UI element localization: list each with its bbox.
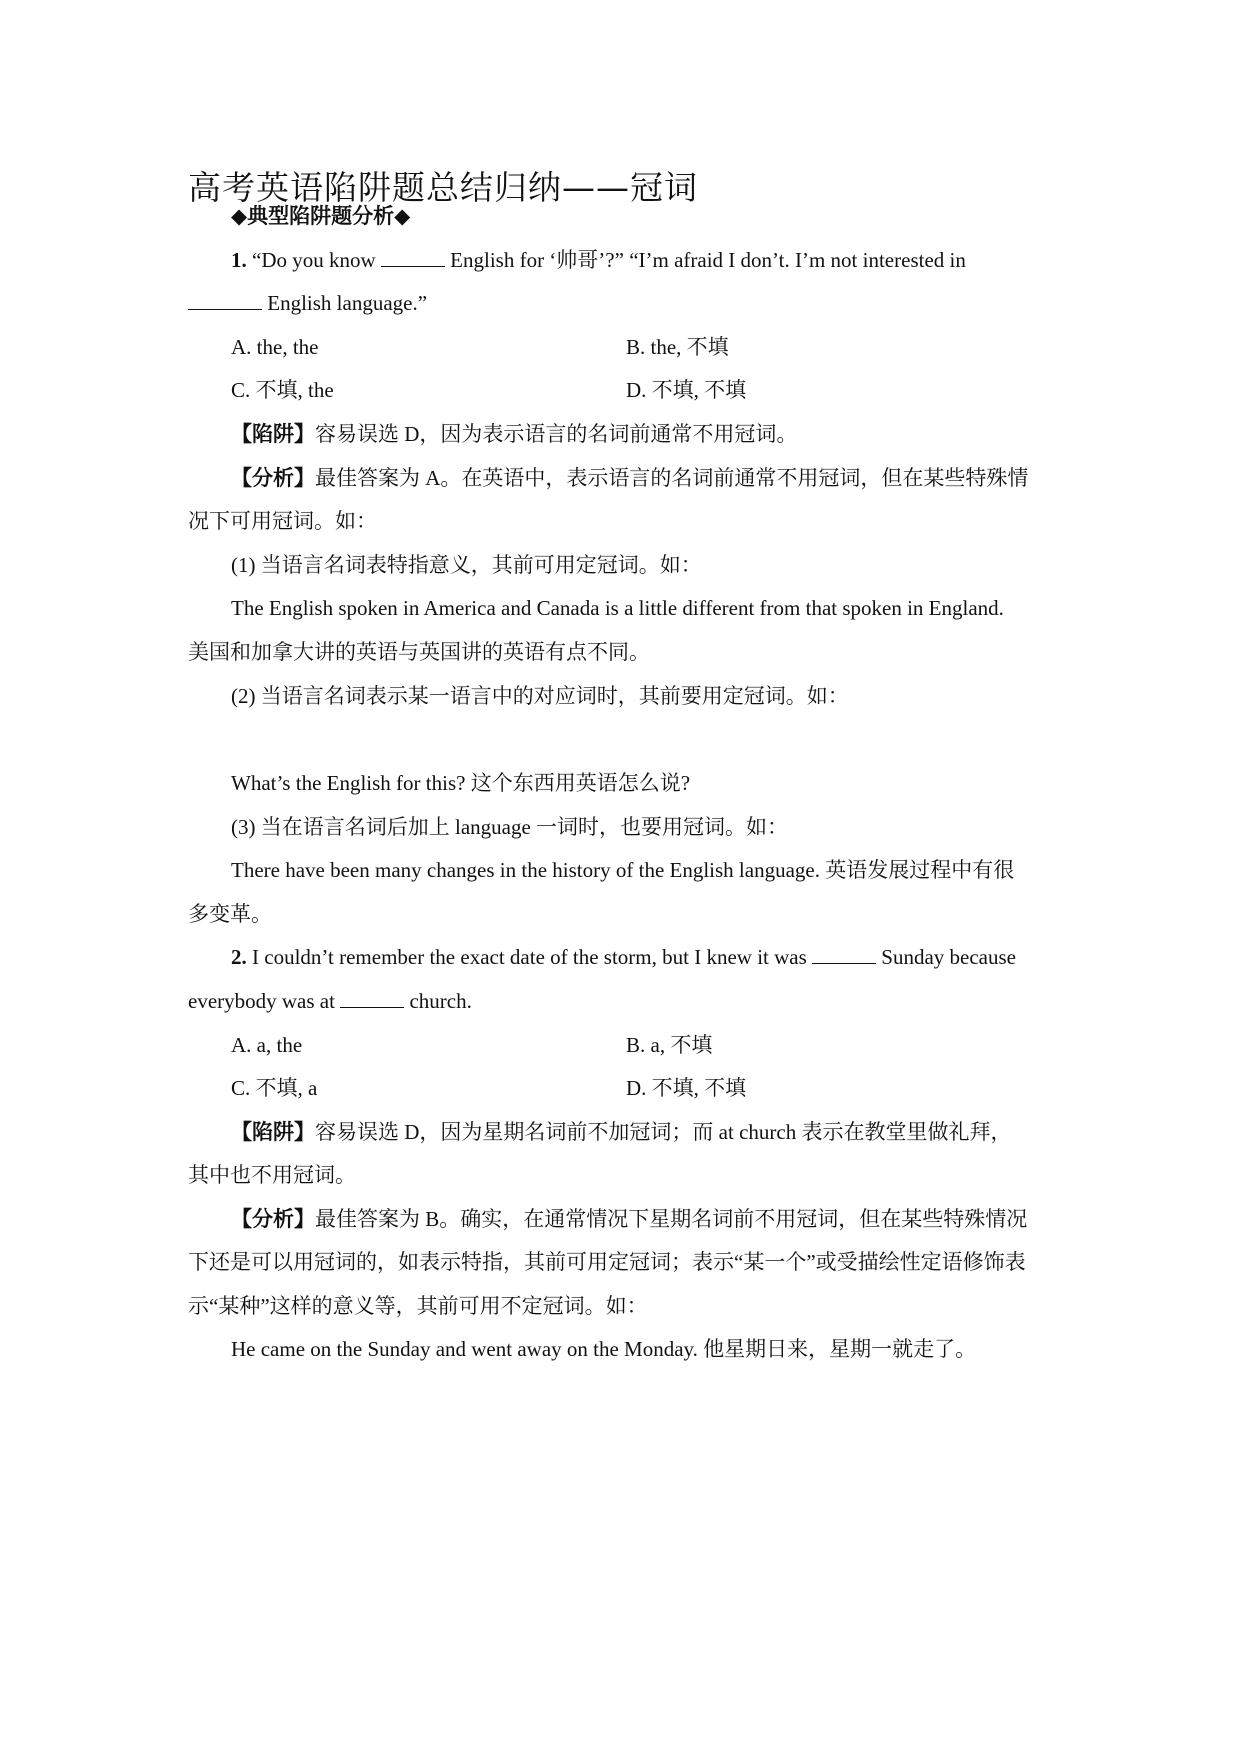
q2-analysis-tag: 【分析】 xyxy=(231,1207,315,1231)
q1-analysis-tag: 【分析】 xyxy=(231,466,315,490)
q1-example-1-translation: 美国和加拿大讲的英语与英国讲的英语有点不同。 xyxy=(188,640,650,664)
q1-line-1 xyxy=(231,246,966,274)
q2-line-2 xyxy=(188,987,472,1015)
q1-trap-tag: 【陷阱】 xyxy=(231,422,315,446)
q1-analysis-text: 最佳答案为 A。在英语中，表示语言的名词前通常不用冠词，但在某些特殊情 xyxy=(315,466,1029,490)
q1-text-a: “Do you know xyxy=(252,248,376,272)
page-title: 高考英语陷阱题总结归纳——冠词 xyxy=(188,168,698,207)
q1-option-b: B. the, 不填 xyxy=(626,335,729,359)
q1-option-a: A. the, the xyxy=(231,335,319,359)
section-heading: ◆典型陷阱题分析◆ xyxy=(231,204,411,228)
q2-line-1 xyxy=(231,943,1016,971)
q1-point-1: (1) 当语言名词表特指意义，其前可用定冠词。如： xyxy=(231,553,702,577)
q1-example-2: What’s the English for this? 这个东西用英语怎么说? xyxy=(231,771,691,795)
q2-text-b: Sunday because xyxy=(881,945,1016,969)
q2-number: 2. xyxy=(231,945,247,969)
q1-option-c: C. 不填, the xyxy=(231,378,334,402)
q1-point-3: (3) 当在语言名词后加上 language 一词时，也要用冠词。如： xyxy=(231,815,789,839)
q1-option-d: D. 不填, 不填 xyxy=(626,378,747,402)
q1-point-2: (2) 当语言名词表示某一语言中的对应词时，其前要用定冠词。如： xyxy=(231,684,849,708)
q2-analysis-text: 最佳答案为 B。确实，在通常情况下星期名词前不用冠词，但在某些特殊情况 xyxy=(315,1207,1028,1231)
q2-analysis-3: 示“某种”这样的意义等，其前可用不定冠词。如： xyxy=(188,1294,648,1318)
q2-analysis-1 xyxy=(231,1205,1027,1233)
q2-option-d: D. 不填, 不填 xyxy=(626,1076,747,1100)
q1-trap-text: 容易误选 D，因为表示语言的名词前通常不用冠词。 xyxy=(315,422,798,446)
q2-trap-2: 其中也不用冠词。 xyxy=(188,1163,356,1187)
q2-option-c: C. 不填, a xyxy=(231,1076,318,1100)
q1-text-c: English language.” xyxy=(267,291,428,315)
q2-blank-2 xyxy=(340,987,404,1008)
q2-text-a: I couldn’t remember the exact date of the storm, but I knew it was xyxy=(252,945,807,969)
q2-text-c: everybody was at xyxy=(188,989,335,1013)
q1-analysis-1 xyxy=(231,464,1028,492)
q1-trap xyxy=(231,420,797,448)
q2-option-a: A. a, the xyxy=(231,1033,303,1057)
q2-analysis-2: 下还是可以用冠词的，如表示特指，其前可用定冠词；表示“某一个”或受描绘性定语修饰表 xyxy=(188,1250,1026,1274)
q2-blank-1 xyxy=(812,943,876,964)
q1-blank-1 xyxy=(381,246,445,267)
q1-example-3-cont: 多变革。 xyxy=(188,902,272,926)
q2-example: He came on the Sunday and went away on the Monday. 他星期日来，星期一就走了。 xyxy=(231,1337,977,1361)
q1-line-2 xyxy=(188,289,427,317)
q2-trap-1 xyxy=(231,1118,1011,1146)
q2-trap-tag: 【陷阱】 xyxy=(231,1120,315,1144)
q1-analysis-2: 况下可用冠词。如： xyxy=(188,509,377,533)
q1-example-3: There have been many changes in the history of the English language. 英语发展过程中有很 xyxy=(231,858,1015,882)
q2-option-b: B. a, 不填 xyxy=(626,1033,713,1057)
q2-trap-text: 容易误选 D，因为星期名词前不加冠词；而 at church 表示在教堂里做礼拜， xyxy=(315,1120,1012,1144)
q2-text-d: church. xyxy=(409,989,472,1013)
q1-example-1: The English spoken in America and Canada is a little different from that spoken in England. xyxy=(231,596,1004,620)
q1-number: 1. xyxy=(231,248,247,272)
q1-blank-2 xyxy=(188,289,262,310)
q1-text-b: English for ‘帅哥’?” “I’m afraid I don’t. I’m not interested in xyxy=(450,248,966,272)
